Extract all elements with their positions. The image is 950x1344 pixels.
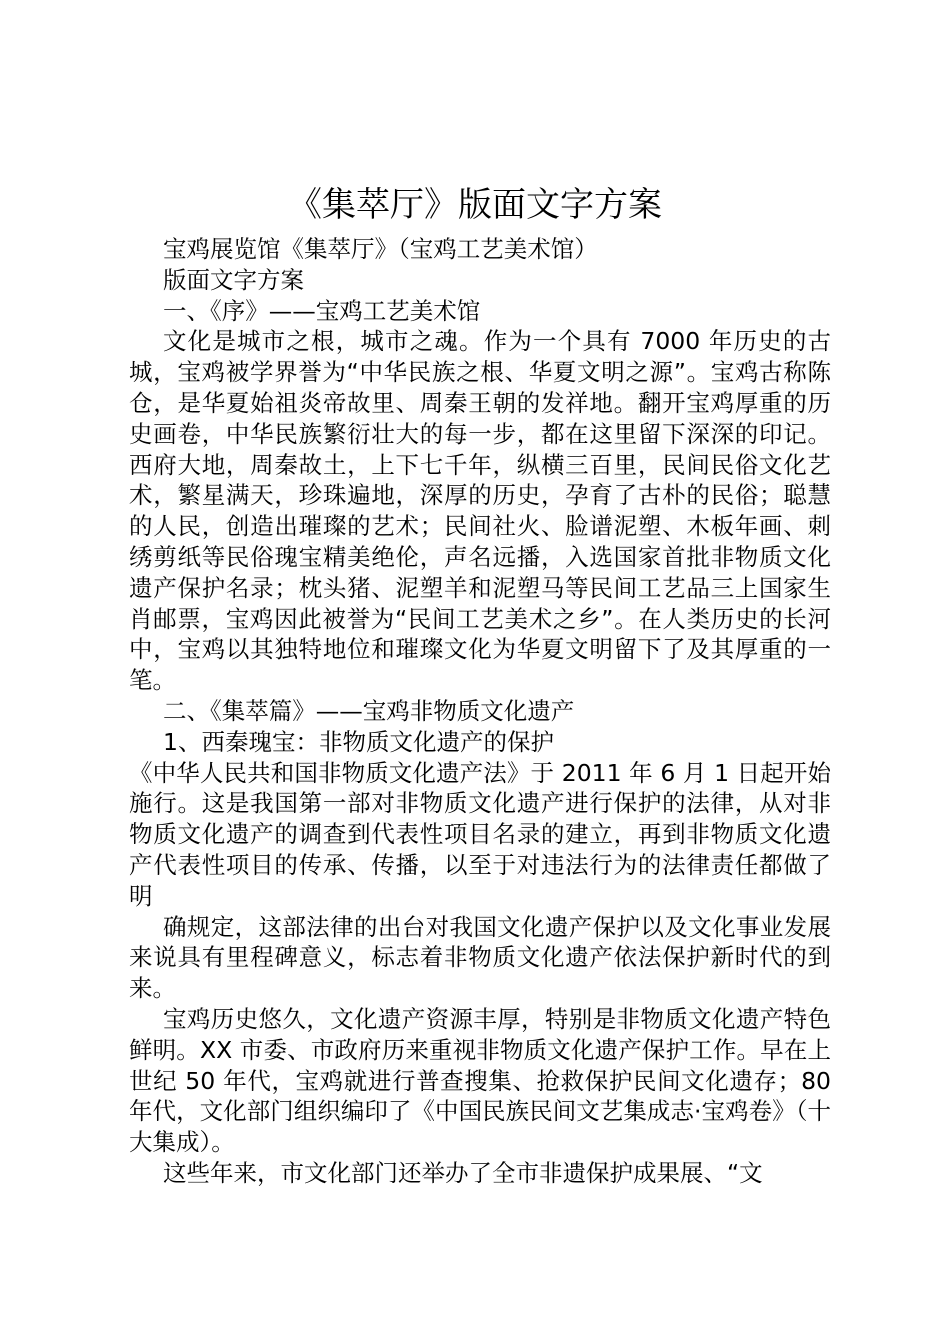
section-1-heading: 一、《序》——宝鸡工艺美术馆 — [163, 296, 481, 325]
subtitle: 宝鸡展览馆《集萃厅》（宝鸡工艺美术馆） — [163, 235, 598, 263]
paragraph-4: 宝鸡历史悠久，文化遗产资源丰厚，特别是非物质文化遗产特色鲜明。XX 市委、市政府历来重视非物质文化遗产保护工作。早在上世纪 50 年代，宝鸡就进行普查搜集、抢救保护民间文化遗存；80 年代，文化部门组织编印了《中国民族民间文艺集成志·宝鸡卷》（十大集成）。 — [129, 1004, 831, 1157]
subsection-1-heading: 1、西秦瑰宝：非物质文化遗产的保护 — [163, 727, 554, 756]
paragraph-3: 确规定，这部法律的出台对我国文化遗产保护以及文化事业发展来说具有里程碑意义，标志着非物质文化遗产依法保护新时代的到来。 — [129, 912, 831, 1003]
paragraph-5: 这些年来，市文化部门还举办了全市非遗保护成果展、“文 — [163, 1158, 763, 1187]
subtitle-2: 版面文字方案 — [163, 265, 304, 294]
paragraph-1: 文化是城市之根，城市之魂。作为一个具有 7000 年历史的古城，宝鸡被学界誉为“中华民族之根、华夏文明之源”。宝鸡古称陈仓，是华夏始祖炎帝故里、周秦王朝的发祥地。翻开宝鸡厚重的历史画卷，中华民族繁衍壮大的每一步，都在这里留下深深的印记。西府大地，周秦故土，上下七千年，纵横三百里，民间民俗文化艺术，繁星满天，珍珠遍地，深厚的历史，孕育了古朴的民俗；聪慧的人民，创造出璀璨的艺术；民间社火、脸谱泥塑、木板年画、刺绣剪纸等民俗瑰宝精美绝伦，声名远播，入选国家首批非物质文化遗产保护名录；枕头猪、泥塑羊和泥塑马等民间工艺品三上国家生肖邮票，宝鸡因此被誉为“民间工艺美术之乡”。在人类历史的长河中，宝鸡以其独特地位和璀璨文化为华夏文明留下了及其厚重的一笔。 — [129, 327, 831, 695]
section-2-heading: 二、《集萃篇》——宝鸡非物质文化遗产 — [163, 696, 575, 725]
page-title: 《集萃厅》版面文字方案 — [288, 185, 662, 225]
paragraph-2: 《中华人民共和国非物质文化遗产法》于 2011 年 6 月 1 日起开始施行。这是我国第一部对非物质文化遗产进行保护的法律，从对非物质文化遗产的调查到代表性项目名录的建立，再到非物质文化遗产代表性项目的传承、传播，以至于对违法行为的法律责任都做了明 — [129, 758, 831, 910]
document-body — [129, 234, 831, 1189]
